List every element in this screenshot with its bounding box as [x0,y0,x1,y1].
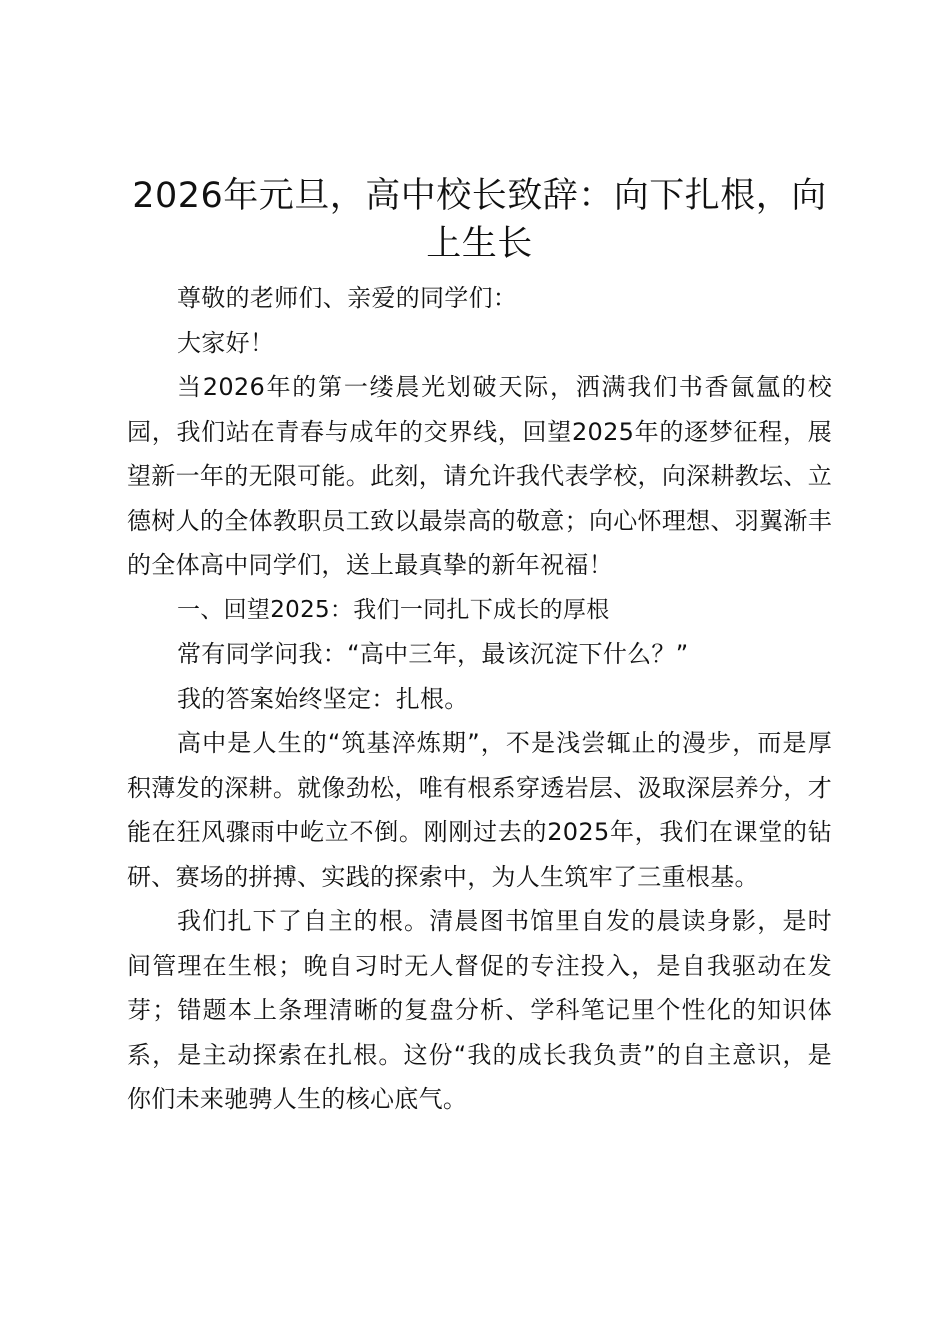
document-page [127,172,832,1122]
salutation: 尊敬的老师们、亲爱的同学们： [177,284,518,312]
body-paragraph: 我们扎下了自主的根。清晨图书馆里自发的晨读身影，是时间管理在生根；晚自习时无人督促的专注投入，是自我驱动在发芽；错题本上条理清晰的复盘分析、学科笔记里个性化的知识体系，是主动探索在扎根。这份“我的成长我负责”的自主意识，是你们未来驰骋人生的核心底气。 [127,907,832,1113]
answer-paragraph: 我的答案始终坚定：扎根。 [177,684,469,713]
section-heading: 一、回望2025：我们一同扎下成长的厚根 [177,596,610,623]
question-paragraph: 常有同学问我：“高中三年，最该沉淀下什么？” [177,640,689,668]
document-title: 2026年元旦，高中校长致辞：向下扎根，向上生长 [132,176,827,264]
greeting: 大家好！ [177,328,275,357]
intro-paragraph: 当2026年的第一缕晨光划破天际，洒满我们书香氤氲的校园，我们站在青春与成年的交界线，回望2025年的逐梦征程，展望新一年的无限可能。此刻，请允许我代表学校，向深耕教坛、立德树人的全体教职员工致以最崇高的敬意；向心怀理想、羽翼渐丰的全体高中同学们，送上最真挚的新年祝福！ [127,373,832,579]
body-paragraph: 高中是人生的“筑基淬炼期”，不是浅尝辄止的漫步，而是厚积薄发的深耕。就像劲松，唯有根系穿透岩层、汲取深层养分，才能在狂风骤雨中屹立不倒。刚刚过去的2025年，我们在课堂的钻研、赛场的拼搏、实践的探索中，为人生筑牢了三重根基。 [127,729,832,891]
